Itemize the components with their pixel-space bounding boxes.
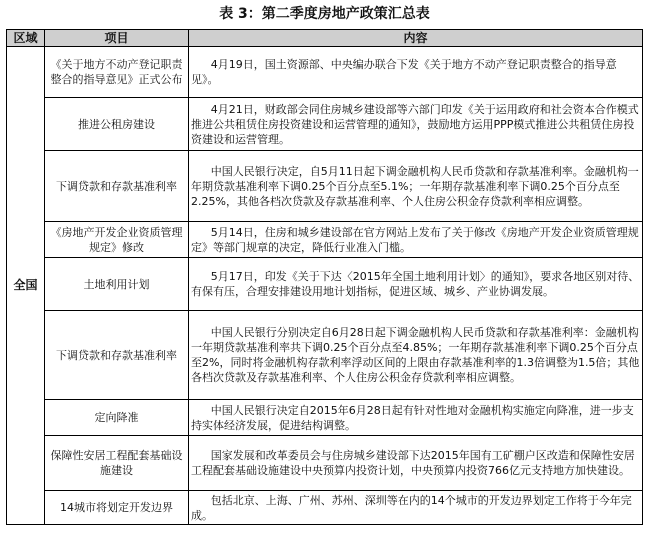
table-row [7, 311, 643, 400]
content-cell: 中国人民银行分别决定自6月28日起下调金融机构人民币贷款和存款基准利率：金融机构一年期贷款基准利率共下调0.25个百分点至4.85%；一年期存款基准利率下调0.25个百分点至2%，同时将金融机构存款利率浮动区间的上限由存款基准利率的1.3倍调整为1.5倍；其他各档次贷款及存款基准利率、个人住房公积金存贷款利率相应调整。 [189, 311, 643, 400]
item-cell: 14城市将划定开发边界 [45, 491, 189, 525]
table-row [7, 491, 643, 525]
header-content: 内容 [189, 30, 643, 47]
table-row [7, 98, 643, 151]
item-cell: 下调贷款和存款基准利率 [45, 151, 189, 222]
content-cell: 国家发展和改革委员会与住房城乡建设部下达2015年国有工矿棚户区改造和保障性安居工程配套基础设施建设中央预算内投资计划，中央预算内投资766亿元支持地方加快建设。 [189, 436, 643, 491]
item-cell: 土地利用计划 [45, 258, 189, 311]
content-cell: 5月14日，住房和城乡建设部在官方网站上发布了关于修改《房地产开发企业资质管理规定》等部门规章的决定，降低行业准入门槛。 [189, 222, 643, 258]
content-cell: 包括北京、上海、广州、苏州、深圳等在内的14个城市的开发边界划定工作将于今年完成。 [189, 491, 643, 525]
item-cell: 保障性安居工程配套基础设施建设 [45, 436, 189, 491]
content-cell: 中国人民银行决定，自5月11日起下调金融机构人民币贷款和存款基准利率。金融机构一年期贷款基准利率下调0.25个百分点至5.1%；一年期存款基准利率下调0.25个百分点至2.25%，其他各档次贷款及存款基准利率、个人住房公积金存贷款利率相应调整。 [189, 151, 643, 222]
item-cell: 《房地产开发企业资质管理规定》修改 [45, 222, 189, 258]
table-row [7, 151, 643, 222]
content-cell: 中国人民银行决定自2015年6月28日起有针对性地对金融机构实施定向降准，进一步支持实体经济发展，促进结构调整。 [189, 400, 643, 436]
table-row [7, 222, 643, 258]
item-cell: 《关于地方不动产登记职责整合的指导意见》正式公布 [45, 47, 189, 98]
item-cell: 定向降准 [45, 400, 189, 436]
region-cell: 全国 [7, 47, 45, 525]
item-cell: 下调贷款和存款基准利率 [45, 311, 189, 400]
header-region: 区域 [7, 30, 45, 47]
header-row [7, 30, 643, 47]
table-title: 表 3：第二季度房地产政策汇总表 [219, 6, 430, 22]
table-row [7, 436, 643, 491]
content-cell: 5月17日，印发《关于下达〈2015年全国土地利用计划〉的通知》，要求各地区别对待、有保有压，合理安排建设用地计划指标，促进区域、城乡、产业协调发展。 [189, 258, 643, 311]
item-cell: 推进公租房建设 [45, 98, 189, 151]
table-row [7, 400, 643, 436]
content-cell: 4月19日，国土资源部、中央编办联合下发《关于地方不动产登记职责整合的指导意见》。 [189, 47, 643, 98]
policy-table [6, 29, 643, 525]
header-item: 项目 [45, 30, 189, 47]
table-row [7, 258, 643, 311]
table-row [7, 47, 643, 98]
content-cell: 4月21日，财政部会同住房城乡建设部等六部门印发《关于运用政府和社会资本合作模式推进公共租赁住房投资建设和运营管理的通知》，鼓励地方运用PPP模式推进公共租赁住房投资建设和运营管理。 [189, 98, 643, 151]
